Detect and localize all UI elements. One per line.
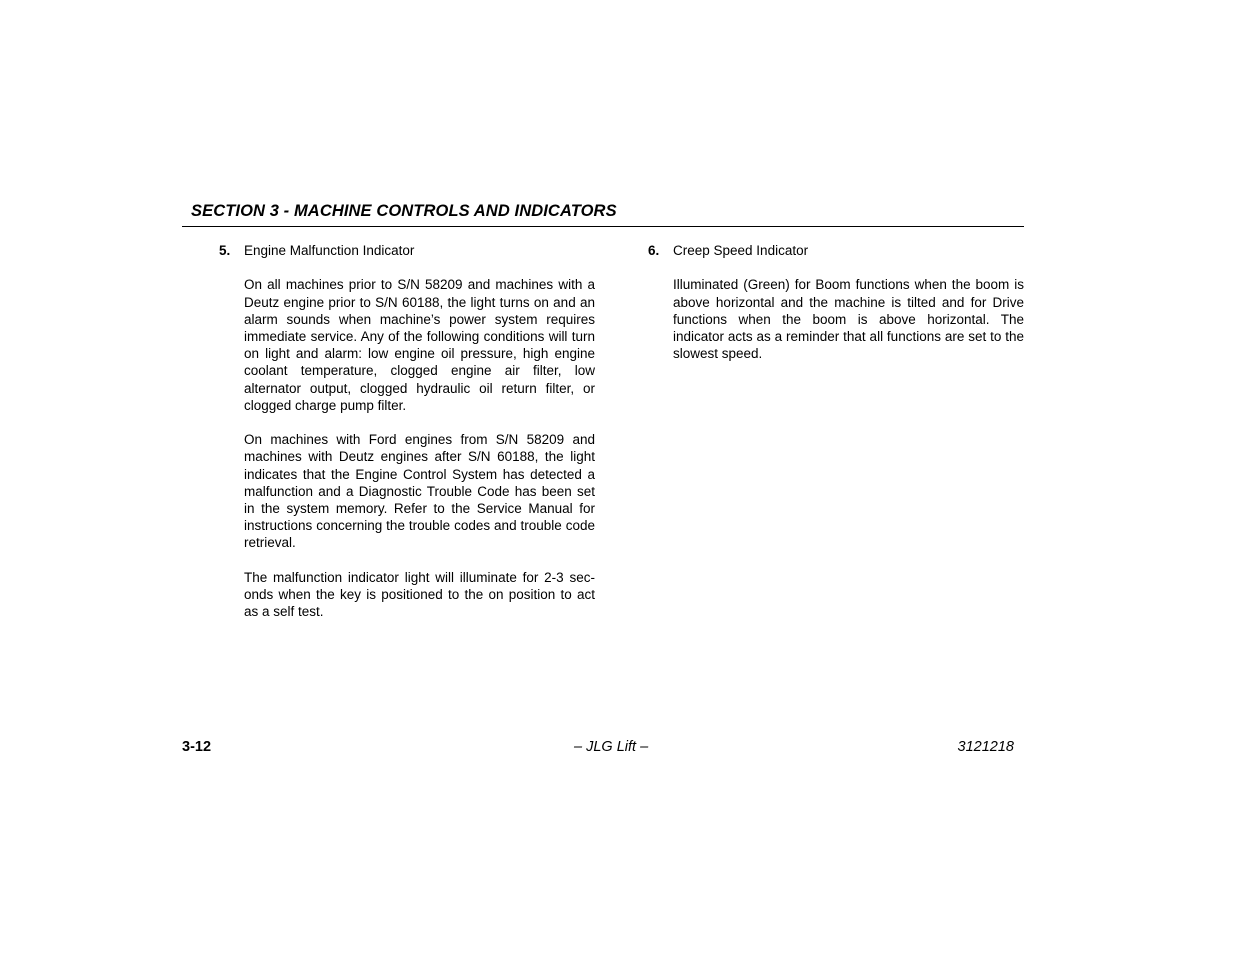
paragraph: On all machines prior to S/N 58209 and machines with a Deutz engine prior to S/N 60188, the light turns on and an alarm sounds when machine’s power system requires immediate service. Any of the following conditions will turn on light and alarm: low engine oil pressure, high engine coolant temperature, clogged engine air filter, low alternator output, clogged hydraulic oil return filter, or clogged charge pump filter. [244, 277, 595, 413]
item-title: Engine Malfunction Indicator [244, 243, 415, 258]
footer-brand: – JLG Lift – [574, 739, 649, 755]
item-title: Creep Speed Indicator [673, 243, 809, 258]
paragraph: On machines with Ford engines from S/N 58209 and machines with Deutz engines after S/N 60188, the light indicates that the Engine Control System has detected a malfunction and a Diagnostic Trouble Code has been set in the system memory. Refer to the Service Manual for instructions concerning the trouble codes and trouble code retrieval. [244, 432, 595, 551]
item-body [673, 242, 1024, 380]
document-number: 3121218 [957, 739, 1014, 755]
header-divider [182, 226, 1024, 227]
page-number: 3-12 [182, 739, 212, 755]
paragraph: Illuminated (Green) for Boom functions when the boom is above horizontal and the machine is tilted and for Drive functions when the boom is above horizontal. The indicator acts as a reminder that all functions are set to the slowest speed. [673, 277, 1024, 362]
item-body [244, 242, 595, 638]
section-title: SECTION 3 - MACHINE CONTROLS AND INDICATORS [191, 202, 617, 220]
paragraph: The malfunction indicator light will illuminate for 2-3 seconds when the key is positioned to the on position to act as a self test. [244, 569, 595, 620]
item-number: 6. [648, 243, 660, 258]
item-number: 5. [219, 243, 231, 258]
